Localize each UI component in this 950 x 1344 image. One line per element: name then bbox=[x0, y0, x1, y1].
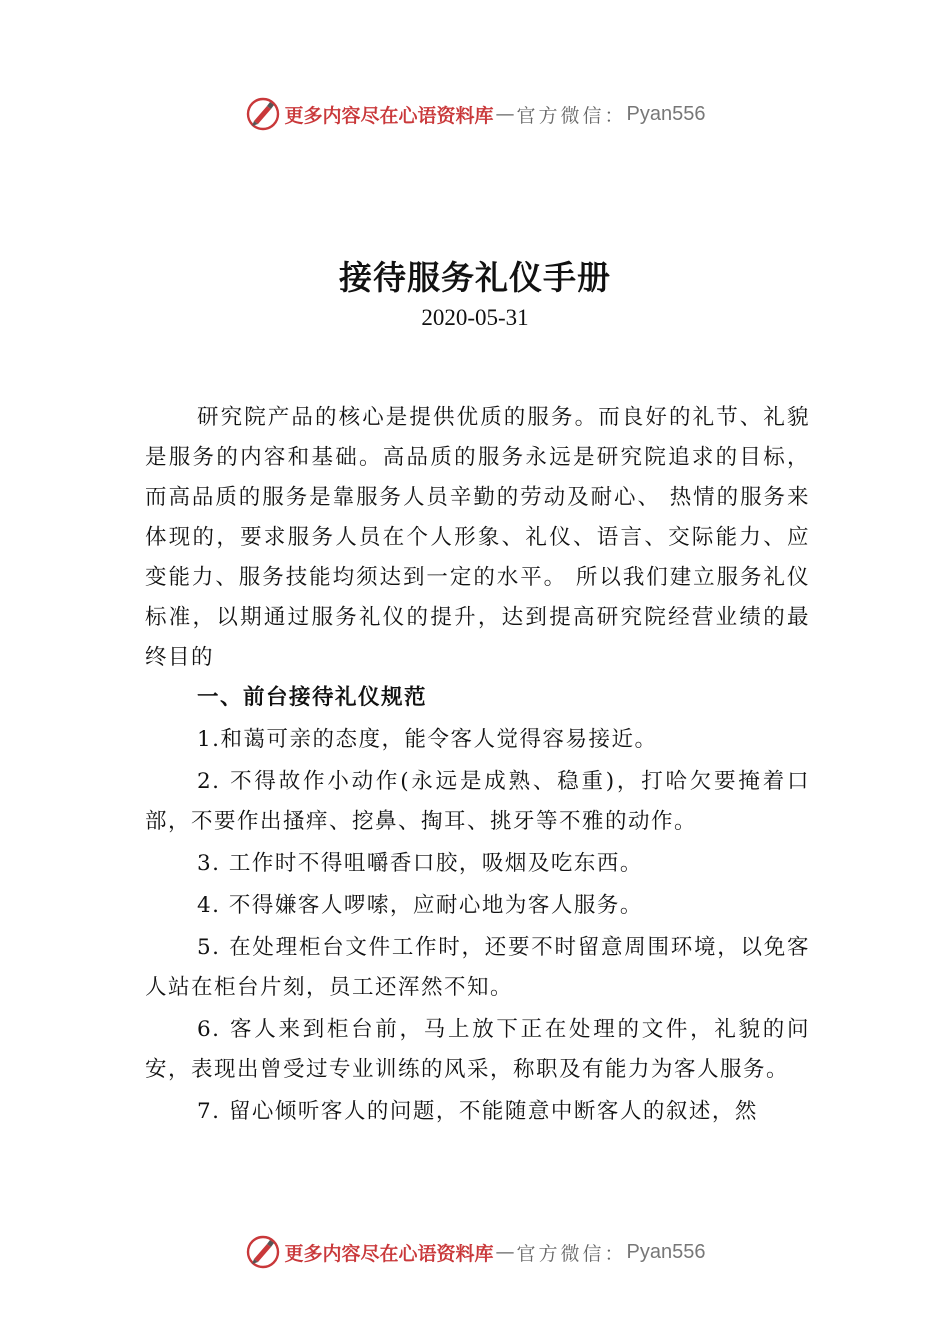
intro-paragraph: 研究院产品的核心是提供优质的服务。而良好的礼节、礼貌是服务的内容和基础。高品质的服务永远是研究院追求的目标，而高品质的服务是靠服务人员辛勤的劳动及耐心、 热情的服务来体现的，要求服务人员在个人形象、礼仪、语言、交际能力、应变能力、服务技能均须达到一定的水平。 所以我们建立服务礼仪标准，以期通过服务礼仪的提升，达到提高研究院经营业绩的最终目的 bbox=[145, 405, 810, 670]
list-item: 6. 客人来到柜台前，马上放下正在处理的文件，礼貌的问安，表现出曾受过专业训练的风采，称职及有能力为客人服务。 bbox=[145, 1017, 810, 1082]
pen-logo-icon bbox=[245, 1234, 281, 1270]
header-banner bbox=[0, 94, 950, 134]
document-body bbox=[145, 398, 810, 1132]
list-item: 5. 在处理柜台文件工作时，还要不时留意周围环境，以免客人站在柜台片刻，员工还浑然不知。 bbox=[145, 935, 810, 1000]
banner-separator: — bbox=[495, 1241, 515, 1263]
banner-text: 更多内容尽在心语资料库 bbox=[284, 104, 494, 127]
list-item: 2. 不得故作小动作(永远是成熟、稳重)，打哈欠要掩着口部，不要作出搔痒、挖鼻、掏耳、挑牙等不雅的动作。 bbox=[145, 769, 810, 834]
banner-wechat-label: 官方微信： bbox=[516, 1242, 627, 1265]
list-item: 1.和蔼可亲的态度，能令客人觉得容易接近。 bbox=[197, 727, 658, 752]
pen-logo-icon bbox=[245, 96, 281, 132]
list-item: 7. 留心倾听客人的问题，不能随意中断客人的叙述，然 bbox=[197, 1099, 758, 1124]
document-date: 2020-05-31 bbox=[421, 305, 529, 330]
banner-wechat-id: Pyan556 bbox=[626, 102, 706, 125]
list-item: 4. 不得嫌客人啰嗦，应耐心地为客人服务。 bbox=[197, 893, 643, 918]
banner-separator: — bbox=[495, 103, 515, 125]
banner-text: 更多内容尽在心语资料库 bbox=[284, 1242, 494, 1265]
section-heading: 一、前台接待礼仪规范 bbox=[197, 685, 428, 710]
footer-banner bbox=[0, 1232, 950, 1272]
banner-wechat-id: Pyan556 bbox=[626, 1240, 706, 1263]
list-item: 3. 工作时不得咀嚼香口胶，吸烟及吃东西。 bbox=[197, 851, 643, 876]
banner-wechat-label: 官方微信： bbox=[516, 104, 627, 127]
document-title: 接待服务礼仪手册 bbox=[339, 258, 611, 297]
